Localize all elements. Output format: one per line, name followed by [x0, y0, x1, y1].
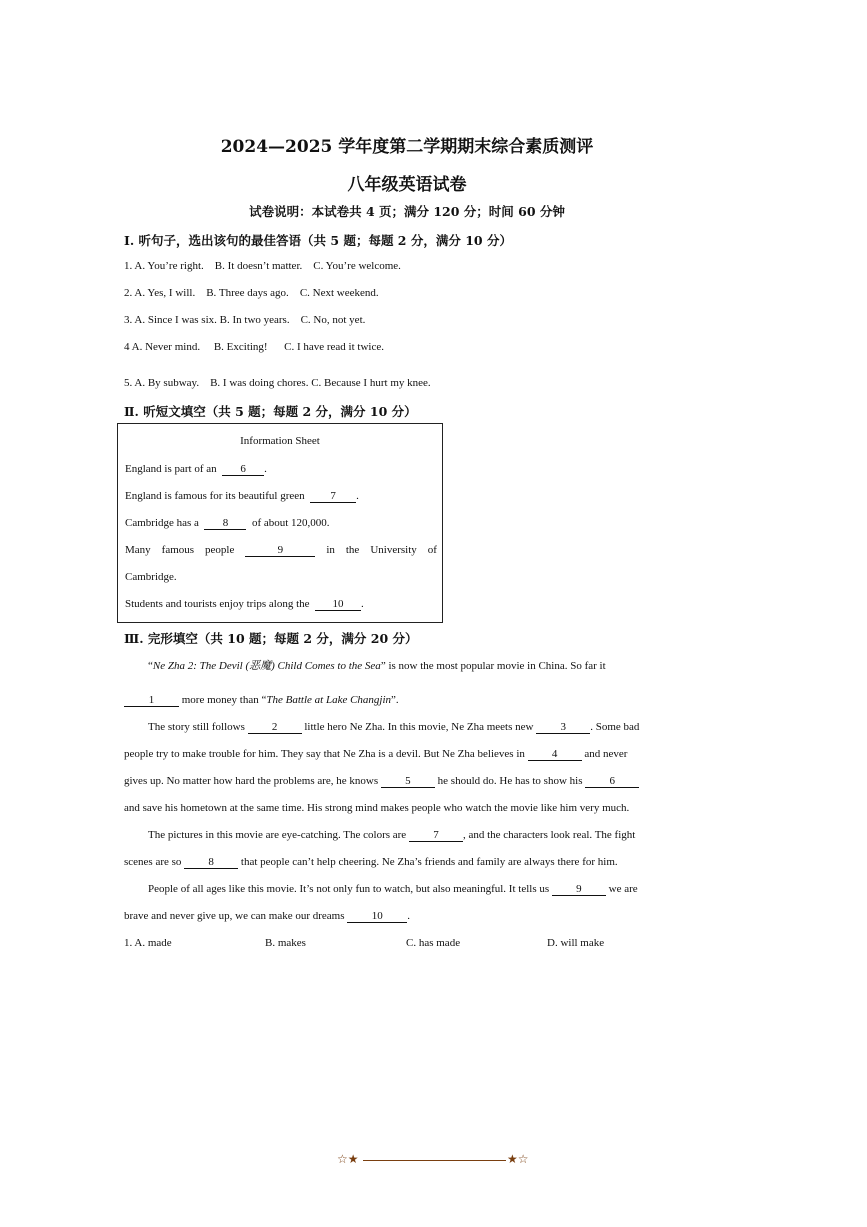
sheet-line-10 [125, 598, 364, 611]
movie-title-changjin: The Battle at Lake Changjin [266, 694, 392, 706]
cloze-para-2-line-4: and save his hometown at the same time. His strong mind makes people who watch the movie like him very much. [124, 802, 630, 814]
footer-ornament [337, 1152, 533, 1168]
cloze-text: . [407, 910, 411, 922]
cloze-para-2-line-1 [148, 721, 639, 734]
sheet-line-8-text: Cambridge has a [125, 517, 199, 529]
q5-option-a: 5. A. By subway. [124, 377, 200, 389]
q2-option-a: 2. A. Yes, I will. [124, 287, 196, 299]
cloze-text: ” is now the most popular movie in China. So far it [380, 660, 606, 672]
question-5 [124, 377, 431, 389]
q4-option-a: 4 A. Never mind. [124, 341, 201, 353]
exam-note: 试卷说明：本试卷共 4 页；满分 120 分；时间 60 分钟 [249, 204, 565, 219]
sheet-line-6 [125, 463, 267, 476]
cloze-blank-9[interactable]: 9 [552, 883, 606, 896]
cloze-blank-8[interactable]: 8 [184, 856, 238, 869]
cloze-para-1-line-1 [148, 657, 606, 673]
cloze-text: People of all ages like this movie. It’s not only fun to watch, but also meaningful. It tells us [148, 883, 550, 895]
sheet-line-10-end: . [361, 598, 364, 610]
sheet-line-6-end: . [264, 463, 267, 475]
cloze-blank-3[interactable]: 3 [536, 721, 590, 734]
sheet-line-9-word: famous [161, 544, 195, 556]
cloze-blank-2[interactable]: 2 [248, 721, 302, 734]
q5-option-bc: B. I was doing chores. C. Because I hurt my knee. [210, 377, 431, 389]
cloze-q1-option-c[interactable]: C. has made [406, 937, 461, 949]
blank-9[interactable]: 9 [245, 544, 315, 557]
sheet-line-8-end: of about 120,000. [251, 517, 330, 529]
blank-7[interactable]: 7 [310, 490, 356, 503]
cloze-text: gives up. No matter how hard the problems are, he knows [124, 775, 379, 787]
blank-10[interactable]: 10 [315, 598, 361, 611]
information-sheet-title: Information Sheet [240, 435, 320, 447]
cloze-text: people try to make trouble for him. They say that Ne Zha is a devil. But Ne Zha believes in [124, 748, 525, 760]
q1-option-b: B. It doesn’t matter. [214, 260, 303, 272]
cloze-para-4-line-1 [148, 883, 638, 896]
cloze-text: he should do. He has to show his [437, 775, 583, 787]
movie-title-nezha: Ne Zha 2: The Devil (恶魔) Child Comes to the Sea [152, 660, 381, 672]
question-4 [124, 341, 384, 353]
cloze-text: and never [584, 748, 628, 760]
q4-option-b: B. Exciting! [213, 341, 268, 353]
q2-option-b: B. Three days ago. [206, 287, 289, 299]
cloze-text: The pictures in this movie are eye-catching. The colors are [148, 829, 407, 841]
question-2 [124, 287, 379, 299]
cloze-text: . Some bad [590, 721, 640, 733]
q3-option-c: C. No, not yet. [300, 314, 366, 326]
cloze-text: that people can’t help cheering. Ne Zha’s friends and family are always there for him. [240, 856, 618, 868]
cloze-para-4-line-2 [124, 910, 410, 923]
q3-option-ab: 3. A. Since I was six. B. In two years. [124, 314, 290, 326]
cloze-blank-6[interactable]: 6 [585, 775, 639, 788]
quote-mark: “ [148, 660, 153, 672]
information-sheet-box [117, 423, 443, 623]
cloze-text: we are [608, 883, 638, 895]
cloze-q1-option-d[interactable]: D. will make [547, 937, 605, 949]
cloze-text: ”. [391, 694, 399, 706]
sheet-line-9-word: University [370, 544, 417, 556]
sheet-line-6-text: England is part of an [125, 463, 217, 475]
cloze-blank-7[interactable]: 7 [409, 829, 463, 842]
cloze-q1-option-a[interactable]: 1. A. made [124, 937, 172, 949]
cloze-q1-option-b[interactable]: B. makes [265, 937, 306, 949]
sheet-line-9-cont: Cambridge. [125, 571, 177, 583]
section-2-heading: Ⅱ. 听短文填空（共 5 题；每题 2 分，满分 10 分） [124, 404, 417, 419]
cloze-blank-4[interactable]: 4 [528, 748, 582, 761]
exam-title: 2024—2025 学年度第二学期期末综合素质测评 [220, 137, 594, 157]
blank-6[interactable]: 6 [222, 463, 264, 476]
exam-subtitle: 八年级英语试卷 [347, 175, 467, 195]
cloze-para-3-line-2 [124, 856, 618, 869]
sheet-line-7 [125, 490, 359, 503]
sheet-line-9 [125, 544, 437, 557]
q1-option-a: 1. A. You’re right. [124, 260, 204, 272]
cloze-text: more money than “ [181, 694, 267, 706]
cloze-blank-1[interactable]: 1 [124, 694, 179, 707]
cloze-text: brave and never give up, we can make our dreams [124, 910, 345, 922]
cloze-para-2-line-3 [124, 775, 639, 788]
q1-option-c: C. You’re welcome. [313, 260, 401, 272]
section-1-heading: Ⅰ. 听句子，选出该句的最佳答语（共 5 题；每题 2 分，满分 10 分） [124, 233, 512, 248]
cloze-blank-10[interactable]: 10 [347, 910, 407, 923]
sheet-line-9-word: the [345, 544, 360, 556]
cloze-para-3-line-1 [148, 829, 635, 842]
star-icon: ★☆ [507, 1152, 529, 1166]
sheet-line-8 [125, 517, 330, 530]
cloze-blank-5[interactable]: 5 [381, 775, 435, 788]
question-1 [124, 260, 401, 272]
sheet-line-7-text: England is famous for its beautiful green [125, 490, 305, 502]
q4-option-c: C. I have read it twice. [284, 341, 384, 353]
sheet-line-9-word: Many [125, 544, 151, 556]
section-3-heading: Ⅲ. 完形填空（共 10 题；每题 2 分，满分 20 分） [124, 631, 418, 646]
sheet-line-9-word: in [326, 544, 335, 556]
sheet-line-9-word: people [205, 544, 235, 556]
footer-divider [363, 1160, 506, 1161]
cloze-text: The story still follows [148, 721, 245, 733]
star-icon: ☆★ [337, 1152, 359, 1166]
cloze-text: scenes are so [124, 856, 182, 868]
q2-option-c: C. Next weekend. [299, 287, 379, 299]
question-3 [124, 314, 365, 326]
cloze-text: , and the characters look real. The fight [462, 829, 636, 841]
sheet-line-7-end: . [356, 490, 359, 502]
blank-8[interactable]: 8 [204, 517, 246, 530]
sheet-line-10-text: Students and tourists enjoy trips along the [125, 598, 310, 610]
cloze-para-1-line-2 [124, 694, 399, 707]
sheet-line-9-word: of [427, 544, 437, 556]
cloze-para-2-line-2 [124, 748, 627, 761]
cloze-text: little hero Ne Zha. In this movie, Ne Zha meets new [304, 721, 534, 733]
